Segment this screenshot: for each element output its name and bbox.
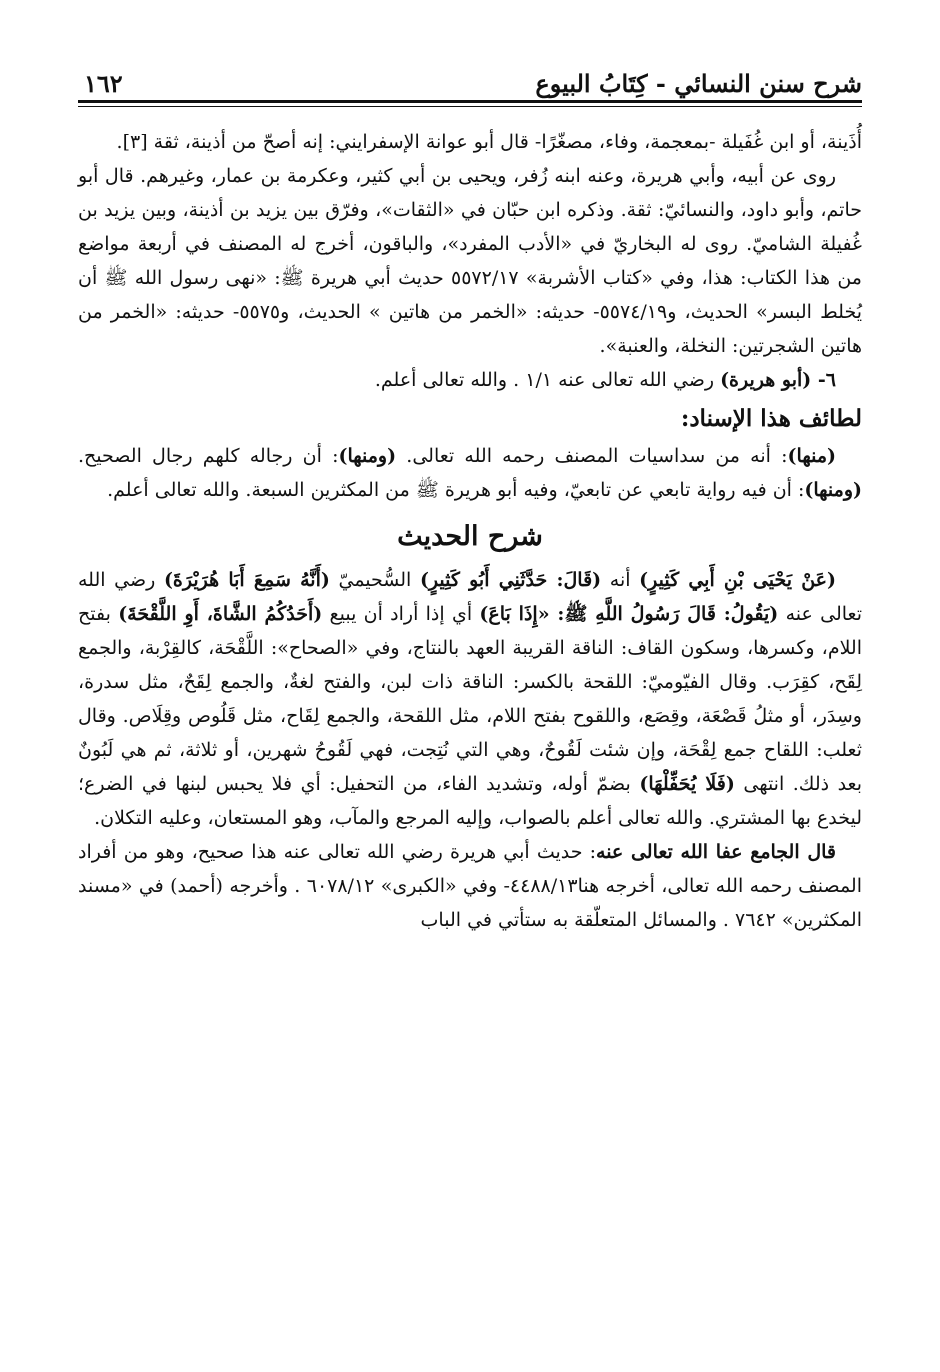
page-number: ١٦٢ (84, 69, 123, 98)
bold-minha-3: (ومنها) (804, 479, 862, 501)
page-body (78, 125, 862, 937)
text-isnad-1: : أنه من سداسيات المصنف رحمه الله تعالى. (396, 445, 788, 467)
bold-minha-2: (ومنها) (338, 445, 397, 467)
paragraph-narrator-bio: روى عن أبيه، وأبي هريرة، وعنه ابنه زُفر، ويحيى بن أبي كثير، وعكرمة بن عمار، وغيرهم. قال أبو حاتم، وأبو داود، والنسائيّ: ثقة. وذكره ابن حبّان في «الثقات»، وفرّق بين يزيد بن أذينة، وبين يزيد بن غُفيلة الشاميّ. روى له البخاريّ في «الأدب المفرد»، والباقون، أخرج له المصنف في أربعة مواضع من هذا الكتاب: هذا، وفي «كتاب الأشربة» ٥٥٧٢/١٧ حديث أبي هريرة ﷺ: «نهى رسول الله ﷺ أن يُخلط البسر» الحديث، و٥٥٧٤/١٩- حديثه: «الخمر من هاتين » الحديث، و٥٥٧٥- حديثه: «الخمر من هاتين الشجرتين: النخلة، والعنبة». (78, 165, 863, 357)
text-6: بضمّ أوله، وتشديد الفاء، من التحفيل: أي فلا يحبس لبنها في الضرع؛ ليخدع بها المشتري. والله تعالى أعلم بالصواب، وإليه المرجع والمآب، وهو المستعان، وعليه التكلان. (78, 773, 862, 829)
running-title: شرح سنن النسائي - كِتَابُ البيوع (535, 69, 862, 98)
text-isnad-3: : أن فيه رواية تابعي عن تابعيّ، وفيه أبو هريرة ﷺ من المكثرين السبعة. والله تعالى أعلم. (107, 479, 805, 501)
paragraph-narrator-name: أُذَينة، أو ابن غُفَيلة -بمعجمة، وفاء، مصغّرًا- قال أبو عوانة الإسفرايني: إنه أصحّ من أذينة، ثقة [٣]. (116, 131, 862, 153)
narrator-6-label: ٦- (أبو هريرة) (720, 369, 836, 391)
text-5: بفتح اللام، وكسرها، وسكون القاف: الناقة القريبة العهد بالنتاج، وفي «الصحاح»: اللَّقْحَة، كالقِرْبة، والجمع لِقَح، كقِرَب. وقال الفيّوميّ: اللقحة بالكسر: الناقة ذات لبن، والفتح لغةٌ، والجمع لِقَحٌ، مثل سدرة، وسِدَر، أو مثلُ قَصْعَة، وقِصَع، واللقوح بفتح اللام، مثل اللقحة، والجمع لِقَاح، مثل قَلُوص وقِلَاص. وقال ثعلب: اللقاح جمع لِقْحَة، وإن شئت لَقُوحٌ، وهي التي نُتِجت، فهي لَقُوحُ شهرين، أو ثلاثة، ثم هي لَبُونٌ بعد ذلك. انتهى (78, 603, 863, 795)
compiler-label: قال الجامع عفا الله تعالى عنه (596, 841, 836, 863)
paragraph-isnad-features (78, 439, 862, 507)
quote-2: (قَالَ: حَدَّثَنِي أَبُو كَثِيرٍ) (419, 569, 602, 591)
heading-isnad-features: لطائف هذا الإسناد: (680, 405, 862, 432)
header-rule-thick (78, 100, 862, 103)
paragraph-hadith-explanation (78, 563, 862, 835)
page (78, 58, 862, 937)
quote-1: (عَنْ يَحْيَى بْنِ أَبِي كَثِيرٍ) (639, 569, 836, 591)
narrator-6-text: رضي الله تعالى عنه ١/١ . والله تعالى أعلم. (374, 369, 721, 391)
paragraph-compiler-note (78, 835, 862, 937)
running-header (78, 58, 862, 98)
text-4: أي إذا أراد أن يبيع (322, 603, 480, 625)
paragraph-narrator-6 (78, 363, 862, 397)
text-3: رضي الله تعالى عنه (78, 569, 862, 625)
text-2: السُّحيميّ (329, 569, 420, 591)
text-isnad-2: : أن رجاله كلهم رجال الصحيح. (78, 445, 339, 467)
compiler-text: : حديث أبي هريرة رضي الله تعالى عنه هذا صحيح، وهو من أفراد المصنف رحمه الله تعالى، أخرجه هنا٤٤٨٨/١٣- وفي «الكبرى» ٦٠٧٨/١٢ . وأخرجه (أحمد) في «مسند المكثرين» ٧٦٤٢ . والمسائل المتعلّقة به ستأتي في الباب (78, 841, 862, 931)
quote-4: (يَقُولُ: قَالَ رَسُولُ اللَّهِ ﷺ: «إِذَا بَاعَ) (479, 603, 779, 625)
heading-hadith-explanation: شرح الحديث (397, 521, 543, 552)
quote-6: (فَلَا يُحَفِّلْهَا) (639, 773, 735, 795)
header-rule-thin (78, 106, 862, 107)
bold-minha-1: (منها) (787, 445, 836, 467)
quote-5: (أَحَدُكُمُ الشَّاةَ، أَوِ اللَّقْحَةَ) (118, 603, 323, 625)
text-1: أنه (601, 569, 640, 591)
quote-3: (أَنَّهُ سَمِعَ أَبَا هُرَيْرَةَ) (163, 569, 330, 591)
